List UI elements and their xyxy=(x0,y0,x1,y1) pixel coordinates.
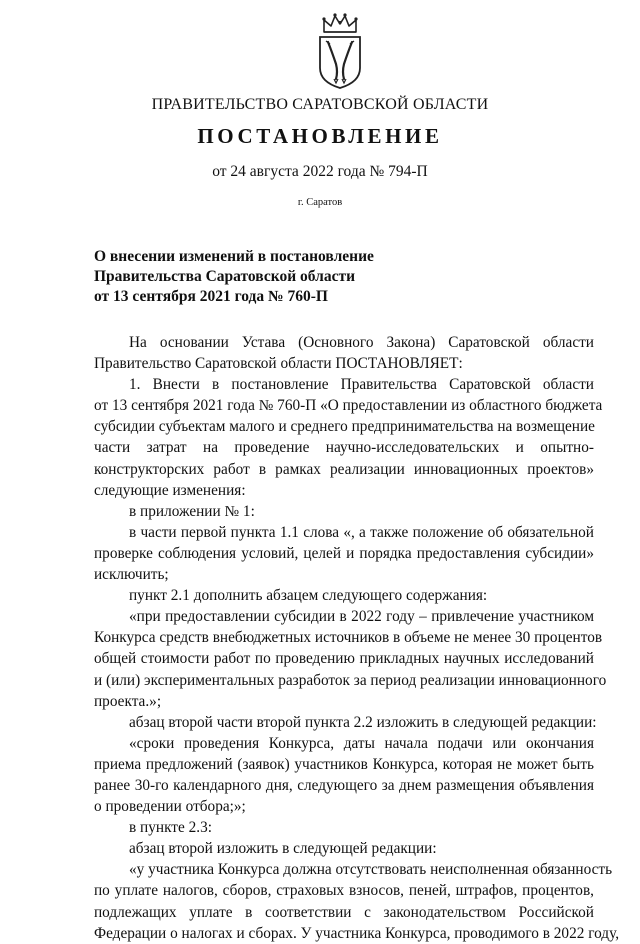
document-subject xyxy=(94,247,374,307)
body-line: и (или) экспериментальных разработок за период реализации инновационного xyxy=(94,671,607,689)
body-line: подлежащих уплате в соответствии с законодательством Российской xyxy=(94,903,594,921)
body-line: Правительство Саратовской области ПОСТАНОВЛЯЕТ: xyxy=(94,355,463,373)
subject-line: Правительства Саратовской области xyxy=(94,268,355,285)
body-line: конструкторских работ в рамках реализации инновационных проектов» xyxy=(94,460,594,478)
body-line: проверке соблюдения условий, целей и порядка предоставления субсидии» xyxy=(94,544,594,562)
body-line: в пункте 2.3: xyxy=(129,819,212,837)
document-city: г. Саратов xyxy=(297,197,343,208)
body-line: пункт 2.1 дополнить абзацем следующего содержания: xyxy=(129,587,488,605)
body-line: «у участника Конкурса должна отсутствовать неисполненная обязанность xyxy=(129,861,613,879)
document-body xyxy=(94,332,620,944)
body-line: приема предложений (заявок) участников Конкурса, которая не может быть xyxy=(94,755,594,773)
document-type: ПОСТАНОВЛЕНИЕ xyxy=(197,124,443,148)
body-line: о проведении отбора;»; xyxy=(94,798,246,816)
body-line: общей стоимости работ по проведению прикладных научных исследований xyxy=(94,650,594,668)
body-line: от 13 сентября 2021 года № 760-П «О предоставлении из областного бюджета xyxy=(94,397,603,415)
body-line: «при предоставлении субсидии в 2022 году – привлечение участником xyxy=(129,608,594,626)
subject-line: от 13 сентября 2021 года № 760-П xyxy=(94,288,328,305)
body-line: абзац второй части второй пункта 2.2 изложить в следующей редакции: xyxy=(129,713,597,731)
body-line: в части первой пункта 1.1 слова «, а также положение об обязательной xyxy=(129,523,594,541)
government-name: ПРАВИТЕЛЬСТВО САРАТОВСКОЙ ОБЛАСТИ xyxy=(151,96,489,113)
body-line: ранее 30-го календарного дня, следующего за днем размещения объявления xyxy=(94,776,594,794)
body-line: 1. Внести в постановление Правительства Саратовской области xyxy=(129,376,594,394)
body-line: части затрат на проведение научно-исследовательских и опытно- xyxy=(94,439,594,457)
body-line: исключить; xyxy=(94,566,169,584)
body-line: «сроки проведения Конкурса, даты начала подачи или окончания xyxy=(129,734,594,752)
body-line: абзац второй изложить в следующей редакции: xyxy=(129,840,437,858)
subject-line: О внесении изменений в постановление xyxy=(94,248,374,265)
body-line: Федерации о налогах и сборах. У участника Конкурса, проводимого в 2022 году, xyxy=(94,924,620,942)
saratov-coat-of-arms-icon xyxy=(316,12,364,90)
body-line: проекта.»; xyxy=(94,692,162,710)
body-line: по уплате налогов, сборов, страховых взносов, пеней, штрафов, процентов, xyxy=(94,882,594,900)
body-line: Конкурса средств внебюджетных источников в объеме не менее 30 процентов xyxy=(94,629,603,647)
body-line: в приложении № 1: xyxy=(129,502,255,520)
body-line: следующие изменения: xyxy=(94,481,246,499)
body-line: На основании Устава (Основного Закона) Саратовской области xyxy=(129,334,594,351)
document-date-number: от 24 августа 2022 года № 794-П xyxy=(212,163,428,180)
body-line: субсидии субъектам малого и среднего предпринимательства на возмещение xyxy=(94,418,595,436)
